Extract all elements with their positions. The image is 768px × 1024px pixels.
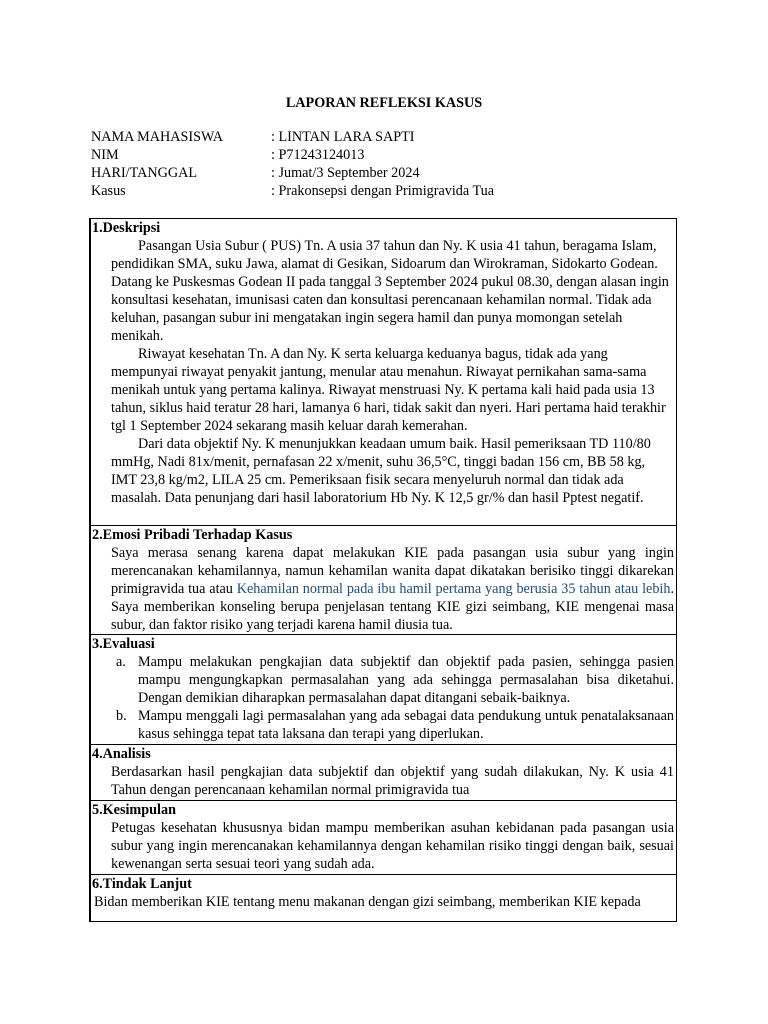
list-item-text: Mampu menggali lagi permasalahan yang ada sebagai data pendukung untuk penatalaksanaan kasus sehingga tepat tata laksana dan terapi yang diperlukan. xyxy=(138,708,674,742)
section-tindak-lanjut xyxy=(91,874,676,921)
hyperlink[interactable]: Kehamilan normal pada ibu hamil pertama yang berusia 35 tahun atau lebih xyxy=(236,581,671,597)
info-label: NAMA MAHASISWA xyxy=(91,129,224,145)
list-marker: b. xyxy=(116,708,127,724)
student-info xyxy=(91,128,494,200)
info-label: HARI/TANGGAL xyxy=(91,165,198,181)
info-label: NIM xyxy=(91,147,119,163)
text: . Saya memberikan konseling berupa penjelasan tentang KIE gizi seimbang, KIE mengenai masa subur, dan faktor risiko yang terjadi karena hamil diusia tua. xyxy=(111,581,674,633)
info-row-case xyxy=(91,182,494,200)
list-item-text: Mampu melakukan pengkajian data subjektif dan objektif pada pasien, sehingga pasien mampu mengungkapkan permasalahan yang ada sehingga permasalahan bisa diketahui. Dengan demikian diharapkan permasalahan dapat ditangani sebaik-baiknya. xyxy=(138,654,674,706)
section-body xyxy=(111,544,674,634)
evaluation-list xyxy=(91,653,676,743)
info-value: : LINTAN LARA SAPTI xyxy=(271,129,415,145)
section-emosi xyxy=(91,525,676,634)
section-title: 4.Analisis xyxy=(92,746,151,762)
section-body xyxy=(111,237,674,507)
section-body: Berdasarkan hasil pengkajian data subjektif dan objektif yang sudah dilakukan, Ny. K usia 41 Tahun dengan perencanaan kehamilan normal primigravida tua xyxy=(111,764,674,798)
section-deskripsi xyxy=(91,219,676,525)
list-item xyxy=(91,653,674,707)
section-analisis xyxy=(91,744,676,800)
section-title: 1.Deskripsi xyxy=(92,220,161,236)
paragraph: Riwayat kesehatan Tn. A dan Ny. K serta keluarga keduanya bagus, tidak ada yang mempunyai riwayat penyakit jantung, menular atau menahun. Riwayat pernikahan sama-sama menikah untuk yang pertama kalinya. Riwayat menstruasi Ny. K pertama kali haid pada usia 13 tahun, siklus haid teratur 28 hari, lamanya 6 hari, tidak sakit dan nyeri. Hari pertama haid terakhir tgl 1 September 2024 sekarang masih keluar darah kemerahan. xyxy=(111,346,666,434)
paragraph: Dari data objektif Ny. K menunjukkan keadaan umum baik. Hasil pemeriksaan TD 110/80 mmHg, Nadi 81x/menit, pernafasan 22 x/menit, suhu 36,5°C, tinggi badan 156 cm, BB 58 kg, IMT 23,8 kg/m2, LILA 25 cm. Pemeriksaan fisik secara menyeluruh normal dan tidak ada masalah. Data penunjang dari hasil laboratorium Hb Ny. K 12,5 gr/% dan hasil Pptest negatif. xyxy=(111,436,651,506)
info-value: : Jumat/3 September 2024 xyxy=(271,165,420,181)
info-row-name xyxy=(91,128,494,146)
info-value: : Prakonsepsi dengan Primigravida Tua xyxy=(271,183,495,199)
text: Saya merasa senang karena dapat melakukan KIE pada pasangan usia subur yang ingin merencanakan kehamilannya, namun kehamilan wanita dapat dikatakan berisiko tinggi dikarekan primigravida tua atau xyxy=(111,545,674,597)
info-value: : P71243124013 xyxy=(271,147,365,163)
reflection-table xyxy=(89,218,677,922)
section-evaluasi xyxy=(91,634,676,744)
section-title: 2.Emosi Pribadi Terhadap Kasus xyxy=(92,527,293,543)
section-kesimpulan xyxy=(91,800,676,874)
section-body: Petugas kesehatan khususnya bidan mampu memberikan asuhan kebidanan pada pasangan usia subur yang ingin merencanakan kehamilannya dengan kehamilan risiko tinggi dengan baik, sesuai kewenangan serta sesuai teori yang sudah ada. xyxy=(111,820,674,872)
info-row-nim xyxy=(91,146,494,164)
info-row-date xyxy=(91,164,494,182)
section-body: Bidan memberikan KIE tentang menu makanan dengan gizi seimbang, memberikan KIE kepada xyxy=(94,894,641,910)
list-item xyxy=(91,707,674,743)
info-label: Kasus xyxy=(91,183,126,199)
paragraph: Pasangan Usia Subur ( PUS) Tn. A usia 37 tahun dan Ny. K usia 41 tahun, beragama Islam, pendidikan SMA, suku Jawa, alamat di Gesikan, Sidoarum dan Wirokraman, Sidokarto Godean. Datang ke Puskesmas Godean II pada tanggal 3 September 2024 pukul 08.30, dengan alasan ingin konsultasi kesehatan, imunisasi caten dan konsultasi perencanaan kehamilan normal. Tidak ada keluhan, pasangan subur ini mengatakan ingin segera hamil dan punya momongan setelah menikah. xyxy=(111,238,669,344)
document-title: LAPORAN REFLEKSI KASUS xyxy=(285,95,483,111)
section-title: 6.Tindak Lanjut xyxy=(92,876,192,892)
section-title: 5.Kesimpulan xyxy=(92,802,176,818)
section-title: 3.Evaluasi xyxy=(92,636,155,652)
list-marker: a. xyxy=(116,654,126,670)
